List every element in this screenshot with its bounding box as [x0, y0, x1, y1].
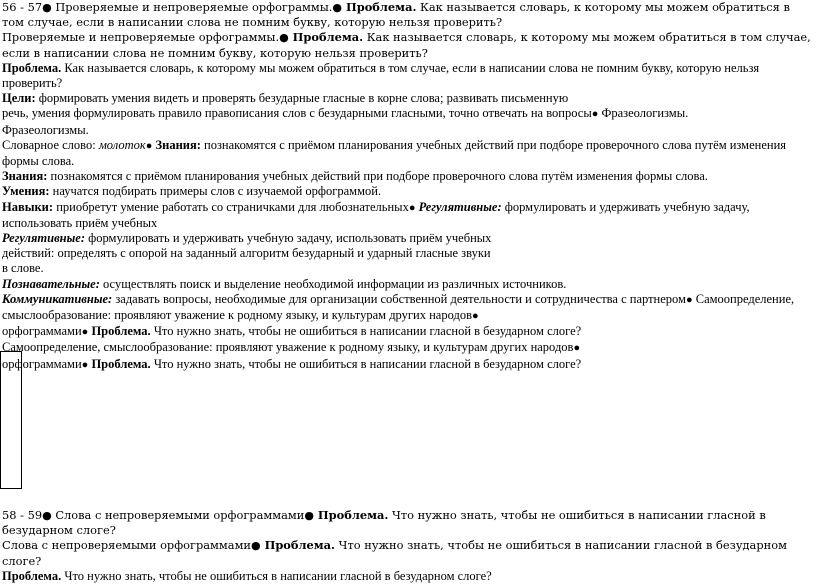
text-line: 56 - 57● Проверяемые и непроверяемые орфограммы.● Проблема. Как называется словарь, к которому мы можем обратиться в том случае, если в написании слова не помним букву, которую нельзя проверить?: [2, 0, 790, 30]
vocabulary-line: Словарное слово: молоток● Знания: познакомятся с приёмом планирования учебных действий при подборе проверочного слова путём изменения формы слова.: [2, 137, 787, 169]
bullet-icon: ●: [145, 139, 153, 152]
lesson-plan-block-56-57: [2, 0, 814, 373]
text-line: орфограммами● Проблема. Что нужно знать, чтобы не ошибиться в написании гласной в безударном слоге?: [2, 324, 582, 339]
skills-line: Умения: научатся подбирать примеры слов с изучаемой орфограммой.: [2, 184, 382, 199]
bullet-icon: ●: [42, 1, 52, 14]
text-line: Самоопределение, смыслообразование: проявляют уважение к родному языку, и культурам других народов●: [2, 340, 581, 355]
bullet-icon: ●: [573, 342, 581, 355]
communicative-line: Коммуникативные: задавать вопросы, необходимые для организации собственной деятельности и сотрудничества с партнером● Самоопределение, смыслообразование: проявляют уважение к родному языку, и культурам других народов●: [2, 291, 795, 323]
table-cell-border: [0, 351, 22, 489]
text-line: Проверяемые и непроверяемые орфограммы.● Проблема. Как называется словарь, к которому мы можем обратиться в том случае, если в написании слова не помним букву, которую нельзя проверить?: [2, 30, 811, 60]
text-line: Слова с непроверяемыми орфограммами● Проблема. Что нужно знать, чтобы не ошибиться в написании гласной в безударном слоге?: [2, 538, 787, 568]
bullet-icon: ●: [279, 31, 289, 45]
text-line: Проблема. Как называется словарь, к которому мы можем обратиться в том случае, если в написании слова не помним букву, которую нельзя проверить?: [2, 60, 760, 91]
bullet-icon: ●: [81, 358, 89, 371]
text-line: в слове.: [2, 261, 44, 276]
text-line: 58 - 59● Слова с непроверяемыми орфограммами● Проблема. Что нужно знать, чтобы не ошибиться в написании гласной в безударном слоге?: [2, 508, 766, 538]
knowledge-line: Знания: познакомятся с приёмом планирования учебных действий при подборе проверочного слова путём изменения формы слова.: [2, 169, 708, 184]
text-line: Фразеологизмы.: [2, 122, 89, 137]
bullet-icon: ●: [591, 108, 599, 121]
bullet-icon: ●: [471, 310, 479, 323]
regulatory-line: Регулятивные: формулировать и удерживать учебную задачу, использовать приём учебных: [2, 231, 492, 246]
cognitive-line: Познавательные: осуществлять поиск и выделение необходимой информации из различных источников.: [2, 276, 567, 291]
lesson-plan-block-58-59: [2, 508, 814, 584]
abilities-line: Навыки: приобретут умение работать со страничками для любознательных● Регулятивные: формулировать и удерживать учебную задачу, использовать приём учебных: [2, 199, 750, 230]
bullet-icon: ●: [42, 509, 52, 522]
text-line: орфограммами● Проблема. Что нужно знать, чтобы не ошибиться в написании гласной в безударном слоге?: [2, 356, 582, 371]
text-line: Проблема. Что нужно знать, чтобы не ошибиться в написании гласной в безударном слоге?: [2, 568, 492, 583]
text-line: речь, умения формулировать правило правописания слов с безударными гласными, точно отвечать на вопросы● Фразеологизмы.: [2, 106, 689, 121]
bullet-icon: ●: [685, 293, 693, 306]
bullet-icon: ●: [332, 1, 343, 14]
bullet-icon: ●: [304, 509, 314, 522]
bullet-icon: ●: [81, 326, 89, 339]
bullet-icon: ●: [251, 539, 261, 553]
text-line: действий: определять с опорой на заданный алгоритм безударный и ударный гласные звуки: [2, 246, 491, 261]
goals-line: Цели: формировать умения видеть и проверять безударные гласные в корне слова; развивать письменную: [2, 91, 569, 106]
bullet-icon: ●: [408, 201, 416, 214]
